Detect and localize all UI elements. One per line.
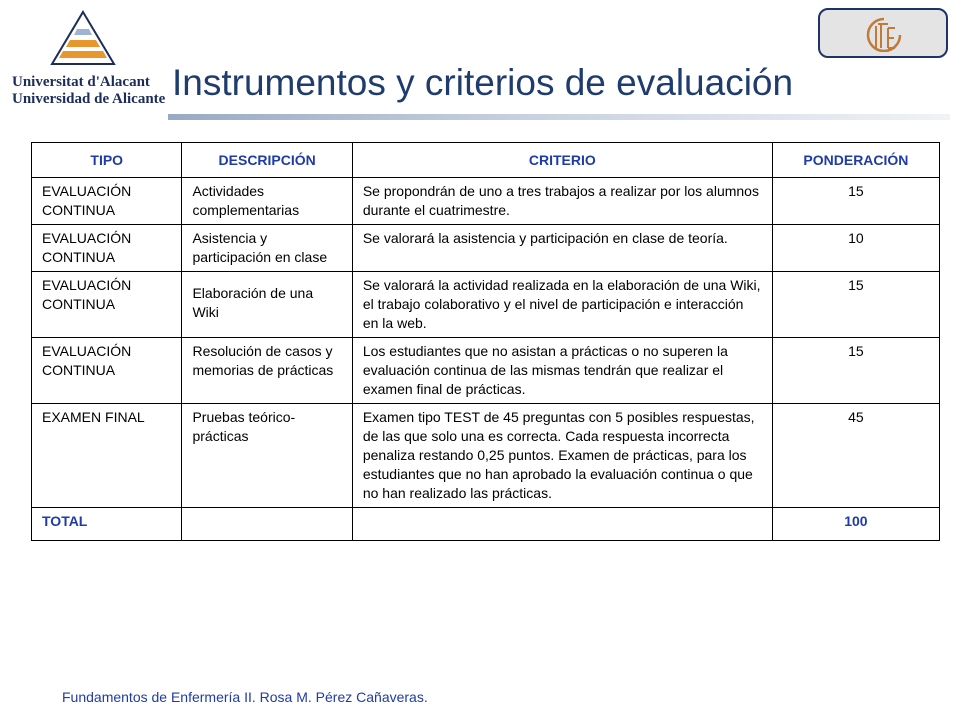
- total-row: [32, 508, 940, 541]
- title-underline: [168, 114, 950, 120]
- total-value: 100: [772, 508, 939, 541]
- cell-criterio: Se valorará la actividad realizada en la elaboración de una Wiki, el trabajo colaborativo y el nivel de participación e interacción en la web.: [352, 272, 772, 338]
- cell-ponderacion: 15: [772, 338, 939, 404]
- footer-credit: Fundamentos de Enfermería II. Rosa M. Pérez Cañaveras.: [62, 689, 428, 705]
- university-logo: [8, 10, 166, 115]
- cell-ponderacion: 15: [772, 178, 939, 225]
- table-row: [32, 272, 940, 338]
- gite-logo-icon: [864, 16, 904, 52]
- cell-descripcion: Pruebas teórico-prácticas: [182, 404, 352, 508]
- table-row: [32, 404, 940, 508]
- header-descripcion: DESCRIPCIÓN: [182, 143, 352, 178]
- total-empty-cell: [182, 508, 352, 541]
- cell-tipo: EXAMEN FINAL: [32, 404, 182, 508]
- cell-criterio: Se propondrán de uno a tres trabajos a realizar por los alumnos durante el cuatrimestre.: [352, 178, 772, 225]
- table-row: [32, 178, 940, 225]
- cell-tipo: EVALUACIÓN CONTINUA: [32, 225, 182, 272]
- total-empty-cell: [352, 508, 772, 541]
- cell-criterio: Examen tipo TEST de 45 preguntas con 5 posibles respuestas, de las que solo una es correcta. Cada respuesta incorrecta penaliza restando 0,25 puntos. Examen de prácticas, para los estudiantes que no han aprobado la evaluación continua o que no han realizado las prácticas.: [352, 404, 772, 508]
- cell-tipo: EVALUACIÓN CONTINUA: [32, 272, 182, 338]
- university-name: [12, 74, 165, 108]
- university-name-spanish: Universidad de Alicante: [12, 91, 166, 107]
- page-title: Instrumentos y criterios de evaluación: [172, 62, 794, 103]
- evaluation-table: [31, 142, 940, 541]
- cell-tipo: EVALUACIÓN CONTINUA: [32, 338, 182, 404]
- cell-descripcion: Elaboración de una Wiki: [182, 272, 352, 338]
- cell-descripcion: Asistencia y participación en clase: [182, 225, 352, 272]
- header-tipo: TIPO: [32, 143, 182, 178]
- header-ponderacion: PONDERACIÓN: [772, 143, 939, 178]
- header-criterio: CRITERIO: [352, 143, 772, 178]
- cell-criterio: Los estudiantes que no asistan a prácticas o no superen la evaluación continua de las mismas tendrán que realizar el examen final de prácticas.: [352, 338, 772, 404]
- cell-ponderacion: 15: [772, 272, 939, 338]
- cell-ponderacion: 10: [772, 225, 939, 272]
- total-label: TOTAL: [32, 508, 182, 541]
- cell-criterio: Se valorará la asistencia y participación en clase de teoría.: [352, 225, 772, 272]
- cell-descripcion: Actividades complementarias: [182, 178, 352, 225]
- table-row: [32, 338, 940, 404]
- table-row: [32, 225, 940, 272]
- table-header-row: [32, 143, 940, 178]
- cell-tipo: EVALUACIÓN CONTINUA: [32, 178, 182, 225]
- research-group-logo: [818, 8, 948, 58]
- university-logo-icon: [50, 10, 116, 68]
- cell-ponderacion: 45: [772, 404, 939, 508]
- cell-descripcion: Resolución de casos y memorias de prácticas: [182, 338, 352, 404]
- university-name-valencian: Universitat d'Alacant: [12, 74, 150, 90]
